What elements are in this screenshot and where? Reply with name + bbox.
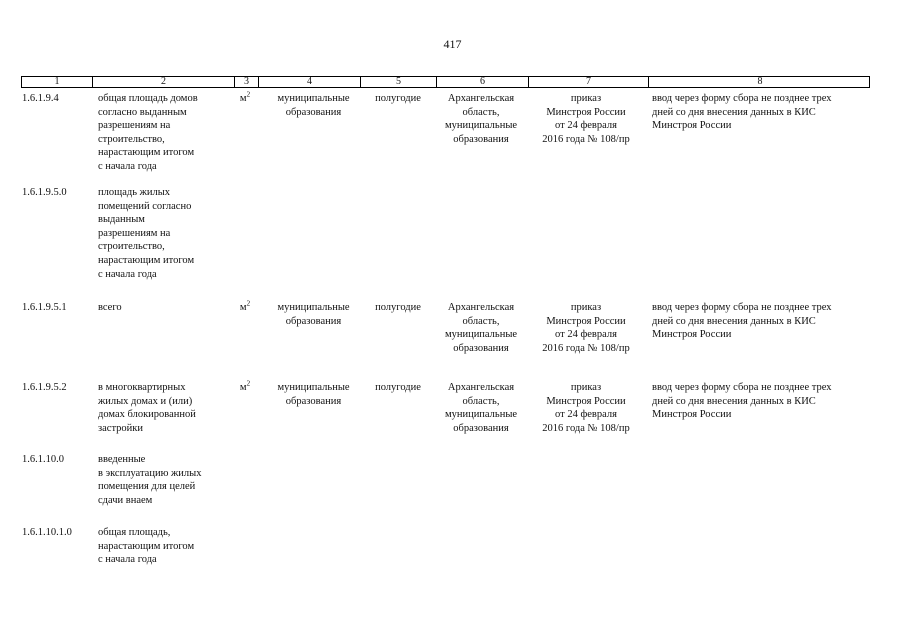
indicator-name-line: общая площадь домов bbox=[98, 93, 198, 104]
header-col-5: 5 bbox=[360, 77, 436, 87]
collection-method-line: Минстроя России bbox=[652, 120, 732, 132]
scope-line: образования bbox=[285, 106, 342, 118]
territory-level-line: муниципальные bbox=[444, 409, 518, 421]
indicator-name-line: строительство, bbox=[98, 133, 165, 145]
collection-method bbox=[652, 301, 870, 342]
indicator-code: 1.6.1.10.1.0 bbox=[22, 527, 72, 538]
unit: м bbox=[239, 302, 247, 313]
indicator-name-line: введенные bbox=[98, 454, 146, 465]
indicator-name-line: нарастающим итогом bbox=[98, 540, 195, 552]
collection-method bbox=[652, 92, 870, 133]
unit-cell bbox=[233, 301, 257, 315]
scope bbox=[266, 381, 361, 408]
scope-line: муниципальные bbox=[277, 302, 350, 313]
indicator-name-line: помещения для целей bbox=[98, 481, 196, 493]
scope-line: муниципальные bbox=[277, 382, 350, 393]
indicator-code: 1.6.1.10.0 bbox=[22, 454, 64, 465]
collection-method-line: ввод через форму сбора не позднее трех bbox=[652, 302, 832, 313]
indicator-name-line: с начала года bbox=[98, 554, 157, 566]
indicator-name-line: общая площадь, bbox=[98, 527, 171, 538]
period: полугодие bbox=[375, 382, 421, 393]
table-header-row bbox=[21, 76, 870, 88]
indicator-name-line: нарастающим итогом bbox=[98, 254, 195, 266]
territory-level-line: образования bbox=[453, 342, 509, 354]
territory-level bbox=[436, 92, 526, 146]
header-col-6: 6 bbox=[436, 77, 528, 87]
unit-exponent: 2 bbox=[246, 90, 251, 99]
page-number: 417 bbox=[443, 37, 462, 51]
legal-source bbox=[527, 381, 645, 435]
legal-source-line: Минстроя России bbox=[546, 106, 626, 118]
header-col-3: 3 bbox=[234, 77, 258, 87]
scope-line: образования bbox=[285, 395, 342, 407]
indicator-name-line: всего bbox=[98, 302, 122, 313]
indicator-code: 1.6.1.9.4 bbox=[22, 93, 59, 104]
indicator-name-line: площадь жилых bbox=[98, 187, 171, 198]
indicator-name-line: строительство, bbox=[98, 241, 165, 253]
territory-level-line: муниципальные bbox=[444, 120, 518, 132]
collection-method-line: дней со дня внесения данных в КИС bbox=[652, 315, 816, 327]
indicator-name-line: разрешениям на bbox=[98, 120, 171, 132]
collection-method bbox=[652, 381, 870, 422]
indicator-code: 1.6.1.9.5.0 bbox=[22, 187, 67, 198]
territory-level-line: область, bbox=[462, 106, 500, 118]
territory-level bbox=[436, 301, 526, 355]
header-col-7: 7 bbox=[528, 77, 648, 87]
indicator-name-line: согласно выданным bbox=[98, 106, 187, 118]
unit-cell bbox=[233, 92, 257, 106]
indicator-code: 1.6.1.9.5.1 bbox=[22, 302, 67, 313]
scope bbox=[266, 92, 361, 119]
indicator-name-line: в многоквартирных bbox=[98, 382, 186, 393]
indicator-name-line: домах блокированной bbox=[98, 409, 196, 421]
header-col-2: 2 bbox=[92, 77, 234, 87]
unit-exponent: 2 bbox=[246, 379, 251, 388]
legal-source-line: 2016 года № 108/пр bbox=[542, 133, 630, 145]
header-col-1: 1 bbox=[54, 76, 60, 87]
indicator-name bbox=[98, 381, 228, 435]
legal-source-line: от 24 февраля bbox=[555, 409, 617, 421]
collection-method-line: Минстроя России bbox=[652, 409, 732, 421]
territory-level-line: Архангельская bbox=[447, 93, 515, 104]
indicator-name-line: с начала года bbox=[98, 160, 157, 172]
indicator-name-line: жилых домах и (или) bbox=[98, 395, 193, 407]
territory-level-line: область, bbox=[462, 315, 500, 327]
legal-source-line: Минстроя России bbox=[546, 395, 626, 407]
indicator-name-line: сдачи внаем bbox=[98, 494, 153, 506]
header-col-4: 4 bbox=[258, 77, 360, 87]
unit: м bbox=[239, 382, 247, 393]
indicator-name bbox=[98, 186, 228, 281]
legal-source-line: приказ bbox=[570, 302, 602, 313]
unit-cell bbox=[233, 381, 257, 395]
territory-level-line: муниципальные bbox=[444, 329, 518, 341]
indicator-name-line: застройки bbox=[98, 422, 144, 434]
territory-level bbox=[436, 381, 526, 435]
territory-level-line: образования bbox=[453, 133, 509, 145]
scope bbox=[266, 301, 361, 328]
unit: м bbox=[239, 93, 247, 104]
collection-method-line: Минстроя России bbox=[652, 329, 732, 341]
indicator-name bbox=[98, 92, 228, 174]
indicator-name-line: помещений согласно bbox=[98, 200, 192, 212]
legal-source-line: Минстроя России bbox=[546, 315, 626, 327]
collection-method-line: ввод через форму сбора не позднее трех bbox=[652, 382, 832, 393]
territory-level-line: Архангельская bbox=[447, 302, 515, 313]
indicator-code: 1.6.1.9.5.2 bbox=[22, 382, 67, 393]
legal-source bbox=[527, 92, 645, 146]
legal-source-line: от 24 февраля bbox=[555, 120, 617, 132]
indicator-name-line: в эксплуатацию жилых bbox=[98, 467, 202, 479]
scope-line: образования bbox=[285, 315, 342, 327]
territory-level-line: область, bbox=[462, 395, 500, 407]
period: полугодие bbox=[375, 302, 421, 313]
indicator-name bbox=[98, 526, 228, 567]
collection-method-line: дней со дня внесения данных в КИС bbox=[652, 395, 816, 407]
header-col-8: 8 bbox=[648, 77, 871, 87]
collection-method-line: дней со дня внесения данных в КИС bbox=[652, 106, 816, 118]
legal-source-line: приказ bbox=[570, 93, 602, 104]
territory-level-line: образования bbox=[453, 422, 509, 434]
territory-level-line: Архангельская bbox=[447, 382, 515, 393]
scope-line: муниципальные bbox=[277, 93, 350, 104]
legal-source-line: приказ bbox=[570, 382, 602, 393]
indicator-name bbox=[98, 301, 228, 315]
legal-source bbox=[527, 301, 645, 355]
indicator-name-line: выданным bbox=[98, 214, 145, 226]
indicator-name bbox=[98, 453, 228, 507]
period: полугодие bbox=[375, 93, 421, 104]
unit-exponent: 2 bbox=[246, 299, 251, 308]
legal-source-line: от 24 февраля bbox=[555, 329, 617, 341]
indicator-name-line: нарастающим итогом bbox=[98, 147, 195, 159]
indicator-name-line: с начала года bbox=[98, 268, 157, 280]
indicator-name-line: разрешениям на bbox=[98, 227, 171, 239]
collection-method-line: ввод через форму сбора не позднее трех bbox=[652, 93, 832, 104]
legal-source-line: 2016 года № 108/пр bbox=[542, 422, 630, 434]
legal-source-line: 2016 года № 108/пр bbox=[542, 342, 630, 354]
